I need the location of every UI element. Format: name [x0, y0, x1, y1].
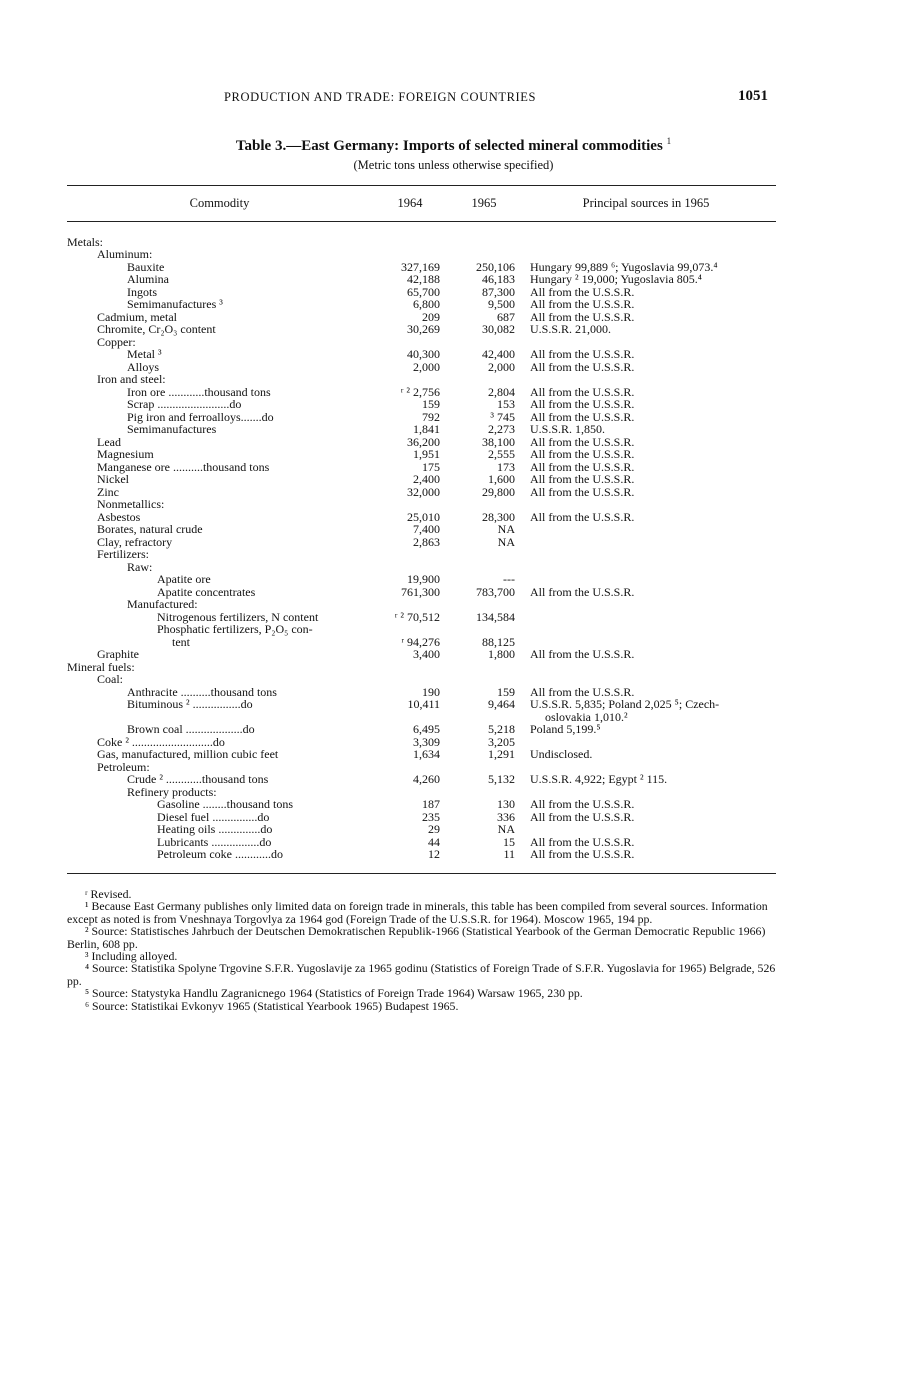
sources-cell: Undisclosed. [530, 747, 593, 761]
value-1965-cell: 88,125 [482, 635, 515, 649]
table-row [0, 323, 907, 336]
commodity-cell: tent [172, 635, 190, 649]
table-title-text: Table 3.—East Germany: Imports of selected mineral commodities [235, 138, 663, 154]
value-1964-cell: 25,010 [407, 510, 440, 524]
value-1964-cell: 792 [422, 410, 440, 424]
value-1964-cell: ʳ ² 2,756 [400, 385, 440, 399]
value-1965-cell: 687 [497, 310, 515, 324]
value-1965-cell: 130 [497, 797, 515, 811]
value-1964-cell: 29 [428, 822, 440, 836]
value-1964-cell: 19,900 [407, 572, 440, 586]
value-1965-cell: 9,464 [488, 697, 515, 711]
commodity-cell: Alumina [127, 272, 169, 286]
sources-cell: U.S.S.R. 1,850. [530, 422, 606, 436]
commodity-cell: Copper: [97, 335, 136, 349]
commodity-cell: Semimanufactures [127, 422, 217, 436]
value-1964-cell: 1,634 [413, 747, 440, 761]
value-1964-cell: 12 [428, 847, 440, 861]
commodity-cell: Ingots [127, 285, 157, 299]
value-1965-cell: 2,273 [488, 422, 515, 436]
commodity-cell: Nitrogenous fertilizers, N content [157, 610, 319, 624]
value-1964-cell: ʳ ² 70,512 [394, 610, 440, 624]
commodity-cell: Heating oils ..............do [157, 822, 273, 836]
value-1965-cell: --- [503, 572, 515, 586]
table-subtitle: (Metric tons unless otherwise specified) [353, 158, 554, 172]
value-1965-cell: 15 [503, 835, 515, 849]
value-1964-cell: 44 [428, 835, 440, 849]
sources-cell: All from the U.S.S.R. [530, 647, 635, 661]
column-header-commodity: Commodity [189, 196, 250, 210]
commodity-cell: Aluminum: [97, 247, 153, 261]
value-1964-cell: 761,300 [401, 585, 440, 599]
commodity-cell: Semimanufactures ³ [127, 297, 223, 311]
value-1964-cell: 159 [422, 397, 440, 411]
footnote: ² Source: Statistisches Jahrbuch der Deutschen Demokratischen Republik-1966 (Statistical Yearbook of the German Democratic Republic 1966) Berlin, 608 pp. [67, 924, 766, 951]
table-row [0, 848, 907, 861]
commodity-cell: Clay, refractory [97, 535, 173, 549]
value-1964-cell: 6,800 [413, 297, 440, 311]
sources-cell: Hungary ² 19,000; Yugoslavia 805.⁴ [530, 272, 702, 286]
commodity-cell: Manganese ore ..........thousand tons [97, 460, 270, 474]
value-1965-cell: ³ 745 [490, 410, 515, 424]
value-1964-cell: 3,400 [413, 647, 440, 661]
sources-cell: All from the U.S.S.R. [530, 585, 635, 599]
commodity-cell: Diesel fuel ...............do [157, 810, 270, 824]
value-1965-cell: 153 [497, 397, 515, 411]
footnote: ʳ Revised. [85, 887, 132, 901]
commodity-cell: Gasoline ........thousand tons [157, 797, 293, 811]
commodity-cell: Petroleum coke ............do [157, 847, 283, 861]
sources-cell: All from the U.S.S.R. [530, 435, 635, 449]
value-1965-cell: 11 [503, 847, 515, 861]
value-1965-cell: 173 [497, 460, 515, 474]
commodity-cell: Anthracite ..........thousand tons [127, 685, 277, 699]
commodity-cell: Lead [97, 435, 121, 449]
value-1965-cell: 46,183 [482, 272, 515, 286]
value-1965-cell: 42,400 [482, 347, 515, 361]
sources-cell: All from the U.S.S.R. [530, 360, 635, 374]
commodity-cell: Magnesium [97, 447, 154, 461]
commodity-cell: Iron and steel: [97, 372, 166, 386]
commodity-cell: Mineral fuels: [67, 660, 135, 674]
footnote: ⁵ Source: Statystyka Handlu Zagranicnego 1964 (Statistics of Foreign Trade 1964) Warsaw 1965, 230 pp. [85, 986, 583, 1001]
sources-cell: All from the U.S.S.R. [530, 410, 635, 424]
value-1965-cell: 5,218 [488, 722, 515, 736]
table-row [0, 698, 907, 711]
sources-cell: U.S.S.R. 5,835; Poland 2,025 ⁵; Czech- [530, 697, 720, 711]
commodity-cell: Asbestos [97, 510, 141, 524]
value-1965-cell: 336 [497, 810, 515, 824]
value-1964-cell: 65,700 [407, 285, 440, 299]
sources-cell: All from the U.S.S.R. [530, 297, 635, 311]
value-1965-cell: 1,600 [488, 472, 515, 486]
value-1965-cell: 250,106 [476, 260, 515, 274]
commodity-cell: Nickel [97, 472, 129, 486]
title-footnote-ref: 1 [666, 136, 672, 146]
sources-cell: All from the U.S.S.R. [530, 285, 635, 299]
sources-cell: U.S.S.R. 4,922; Egypt ² 115. [530, 772, 668, 786]
table-bottom-rule [67, 873, 776, 874]
commodity-cell: Pig iron and ferroalloys.......do [127, 410, 274, 424]
sources-cell: All from the U.S.S.R. [530, 510, 635, 524]
value-1964-cell: 175 [422, 460, 440, 474]
table-row [0, 798, 907, 811]
commodity-cell: Nonmetallics: [97, 497, 165, 511]
commodity-cell: Metal ³ [127, 347, 162, 361]
value-1964-cell: 187 [422, 797, 440, 811]
value-1965-cell: 1,800 [488, 647, 515, 661]
commodity-cell: Fertilizers: [97, 547, 149, 561]
value-1964-cell: 40,300 [407, 347, 440, 361]
page-number: 1051 [738, 88, 768, 104]
commodity-cell: Coke ² ...........................do [97, 735, 225, 749]
sources-cell: All from the U.S.S.R. [530, 447, 635, 461]
sources-cell: Poland 5,199.⁵ [530, 722, 601, 736]
commodity-cell: Manufactured: [127, 597, 198, 611]
commodity-cell: Refinery products: [127, 785, 217, 799]
column-header-1965: 1965 [471, 196, 497, 210]
value-1965-cell: 783,700 [476, 585, 515, 599]
value-1964-cell: 32,000 [407, 485, 440, 499]
commodity-cell: Zinc [97, 485, 119, 499]
sources-cell: All from the U.S.S.R. [530, 472, 635, 486]
table-row [0, 648, 907, 661]
commodity-cell: Chromite, Cr₂O₃ content [97, 322, 216, 336]
value-1965-cell: 2,000 [488, 360, 515, 374]
commodity-cell: Lubricants ................do [157, 835, 272, 849]
value-1964-cell: 4,260 [413, 772, 440, 786]
sources-cell: All from the U.S.S.R. [530, 685, 635, 699]
sources-cell: All from the U.S.S.R. [530, 397, 635, 411]
sources-cell: Hungary 99,889 ⁶; Yugoslavia 99,073.⁴ [530, 260, 718, 274]
commodity-cell: Phosphatic fertilizers, P₂O₅ con- [157, 622, 313, 636]
value-1965-cell: 29,800 [482, 485, 515, 499]
commodity-cell: Iron ore ............thousand tons [127, 385, 271, 399]
value-1965-cell: 30,082 [482, 322, 515, 336]
value-1964-cell: 42,188 [407, 272, 440, 286]
value-1964-cell: 36,200 [407, 435, 440, 449]
commodity-cell: Borates, natural crude [97, 522, 203, 536]
value-1964-cell: 2,863 [413, 535, 440, 549]
footnote: ⁴ Source: Statistika Spolyne Trgovine S.F.R. Yugoslavije za 1965 godinu (Statistics of Foreign Trade of S.F.R. Yugoslavia for 1965) Belgrade, 526 pp. [67, 961, 776, 988]
commodity-cell: Bituminous ² ................do [127, 697, 253, 711]
value-1964-cell: ʳ 94,276 [401, 635, 440, 649]
value-1964-cell: 190 [422, 685, 440, 699]
value-1964-cell: 10,411 [407, 697, 440, 711]
table-row [0, 473, 907, 486]
sources-cell: U.S.S.R. 21,000. [530, 322, 612, 336]
value-1965-cell: 2,804 [488, 385, 515, 399]
value-1965-cell: 38,100 [482, 435, 515, 449]
sources-cell: All from the U.S.S.R. [530, 310, 635, 324]
value-1965-cell: 2,555 [488, 447, 515, 461]
sources-cell: All from the U.S.S.R. [530, 810, 635, 824]
value-1964-cell: 327,169 [401, 260, 440, 274]
commodity-cell: Alloys [127, 360, 160, 374]
value-1964-cell: 1,841 [413, 422, 440, 436]
commodity-cell: Apatite concentrates [157, 585, 256, 599]
table-row [0, 423, 907, 436]
value-1965-cell: NA [497, 535, 515, 549]
commodity-cell: Crude ² ............thousand tons [127, 772, 269, 786]
commodity-cell: Graphite [97, 647, 139, 661]
value-1965-cell: NA [497, 522, 515, 536]
column-header-sources: Principal sources in 1965 [582, 196, 710, 210]
value-1965-cell: 9,500 [488, 297, 515, 311]
value-1965-cell: 159 [497, 685, 515, 699]
commodity-cell: Cadmium, metal [97, 310, 177, 324]
sources-cell: All from the U.S.S.R. [530, 847, 635, 861]
sources-cell: All from the U.S.S.R. [530, 485, 635, 499]
commodity-cell: Bauxite [127, 260, 165, 274]
value-1965-cell: 1,291 [488, 747, 515, 761]
table-row [0, 573, 907, 586]
sources-cell: All from the U.S.S.R. [530, 835, 635, 849]
value-1965-cell: 28,300 [482, 510, 515, 524]
commodity-cell: Apatite ore [157, 572, 211, 586]
sources-cell: All from the U.S.S.R. [530, 797, 635, 811]
value-1964-cell: 3,309 [413, 735, 440, 749]
value-1964-cell: 6,495 [413, 722, 440, 736]
commodity-cell: Metals: [67, 235, 103, 249]
sources-cell: All from the U.S.S.R. [530, 460, 635, 474]
commodity-cell: Raw: [127, 560, 153, 574]
commodity-cell: Gas, manufactured, million cubic feet [97, 747, 279, 761]
sources-cell: All from the U.S.S.R. [530, 385, 635, 399]
sources-cell: oslovakia 1,010.² [545, 710, 628, 724]
table-row [0, 823, 907, 836]
table-row [0, 598, 907, 611]
value-1965-cell: 87,300 [482, 285, 515, 299]
value-1964-cell: 7,400 [413, 522, 440, 536]
commodity-cell: Scrap ........................do [127, 397, 242, 411]
commodity-cell: Petroleum: [97, 760, 150, 774]
value-1965-cell: NA [497, 822, 515, 836]
footnote: ¹ Because East Germany publishes only limited data on foreign trade in minerals, this table has been compiled from several sources. Information except as noted is from Vneshnaya Torgovlya za 1964 god (Foreign Trade of the U.S.S.R. for 1964). Moscow 1965, 194 pp. [67, 899, 768, 926]
value-1965-cell: 3,205 [488, 735, 515, 749]
commodity-cell: Brown coal ...................do [127, 722, 255, 736]
footnotes [67, 888, 779, 1012]
footnote: ⁶ Source: Statistikai Evkonyv 1965 (Statistical Yearbook 1965) Budapest 1965. [85, 998, 459, 1013]
commodity-cell: Coal: [97, 672, 123, 686]
value-1964-cell: 209 [422, 310, 440, 324]
value-1964-cell: 2,000 [413, 360, 440, 374]
value-1965-cell: 5,132 [488, 772, 515, 786]
value-1964-cell: 1,951 [413, 447, 440, 461]
sources-cell: All from the U.S.S.R. [530, 347, 635, 361]
column-header-1964: 1964 [397, 196, 423, 210]
value-1964-cell: 30,269 [407, 322, 440, 336]
table-row [0, 623, 907, 636]
value-1964-cell: 235 [422, 810, 440, 824]
running-head: PRODUCTION AND TRADE: FOREIGN COUNTRIES [224, 90, 537, 104]
footnote: ³ Including alloyed. [85, 949, 178, 964]
value-1964-cell: 2,400 [413, 472, 440, 486]
value-1965-cell: 134,584 [476, 610, 515, 624]
